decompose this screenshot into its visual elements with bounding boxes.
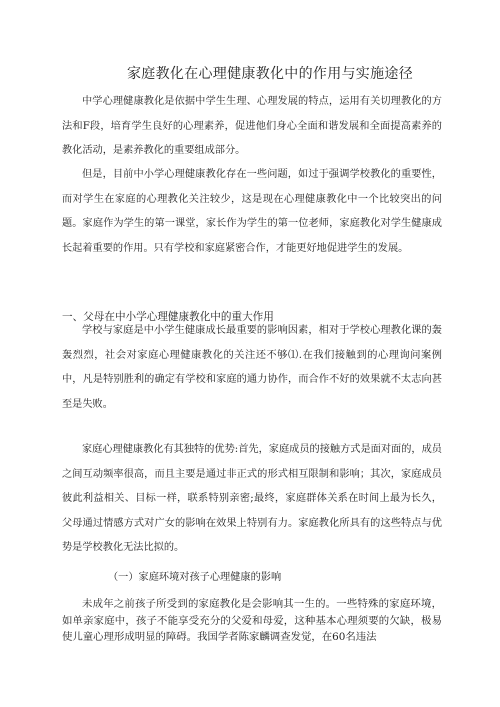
subsection-heading-1: （一）家庭环境对孩子心理健康的影响	[108, 572, 282, 583]
intro-paragraph-1: 中学心理健康教化是依据中学生生理、心理发展的特点，运用有关切理教化的方法和F段，培育学生良好的心理素养，促进他们身心全面和谐发展和全面提高素养的教化活动，是素养教化的重要组成部分。	[62, 96, 442, 157]
subsection1-paragraph: 未成年之前孩子所受到的家庭教化是会影响其一生的。一些特殊的家庭环境，如单亲家庭中，孩子不能享受充分的父爱和母爱，这种基本心理须要的欠缺，极易使儿童心理形成明显的障碍。我国学者陈家麟调查发觉，在60名违法	[62, 598, 442, 643]
intro-paragraph-2: 但是，目前中小学心理健康教化存在一些问题，如过于强调学校教化的重要性，而对学生在家庭的心理教化关注较少，这是现在心理健康教化中一个比较突出的问题。家庭作为学生的第一课堂，家长作为学生的第一位老师，家庭教化对学生健康成长起着重要的作用。只有学校和家庭紧密合作，才能更好地促进学生的发展。	[62, 169, 442, 254]
section1-paragraph-2: 家庭心理健康教化有其独特的优势:首先，家庭成员的接触方式是面对面的，成员之间互动频率很高，而且主要是通过非正式的形式相互限制和影响；其次，家庭成员彼此利益相关、目标一样，联系特别亲密;最终，家庭群体关系在时间上最为长久，父母通过情感方式对广女的影响在效果上特别有力。家庭教化所具有的这些特点与优势是学校教化无法比拟的。	[62, 444, 442, 554]
section1-paragraph-1: 学校与家庭是中小学生健康成长最重要的影响因素，相对于学校心理教化课的轰轰烈烈，社会对家庭心理健康教化的关注还不够⑴.在我们接触到的心理询问案例中，凡是特别胜利的确定有学校和家庭的通力协作，而合作不好的效果就不太志向甚至是失败。	[62, 325, 442, 410]
document-title: 家庭教化在心理健康教化中的作用与实施途径	[127, 66, 413, 82]
section-heading-1: 一、父母在中小学心理健康教化中的重大作用	[62, 311, 274, 323]
